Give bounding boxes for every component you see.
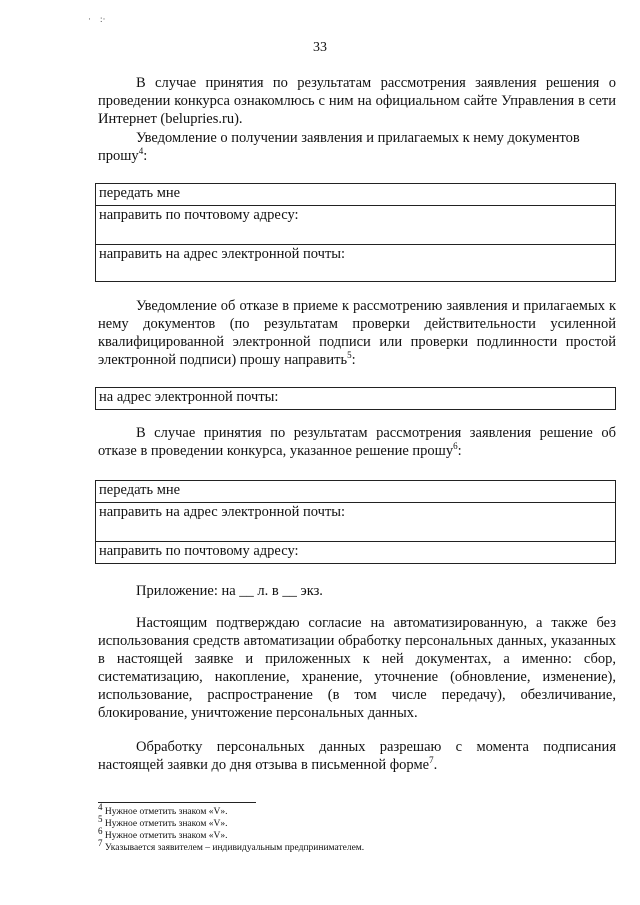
paragraph-website-notice: В случае принятия по результатам рассмотрения заявления решения о проведении конкурса ознакомлюсь с ним на официальном сайте Управления в сети Интернет (belupries.ru).: [98, 75, 616, 127]
paragraph-processing-permission: [98, 738, 616, 774]
footnote-ref-6: 6: [453, 441, 458, 452]
footnote-ref-7: 7: [429, 755, 434, 766]
paragraph-refusal-decision: [98, 424, 616, 460]
decision-option-email[interactable]: направить на адрес электронной почты:: [96, 503, 616, 542]
footnote-item: [98, 813, 518, 830]
paragraph-processing-permission-text: Обработку персональных данных разрешаю с момента подписания настоящей заявки до дня отзыва в письменной форме: [98, 739, 616, 773]
footnote-ref-4: 4: [138, 146, 144, 157]
attachment-line: Приложение: на __ л. в __ экз.: [136, 583, 323, 599]
paragraph-refusal-notice: [98, 297, 616, 369]
paragraph-refusal-decision-text: В случае принятия по результатам рассмотрения заявления решение об отказе в проведении конкурса, указанное решение прошу: [98, 425, 616, 459]
scan-specks: · :·: [88, 14, 106, 24]
receipt-option-email[interactable]: направить на адрес электронной почты:: [96, 245, 616, 282]
decision-option-postal[interactable]: направить по почтовому адресу:: [96, 542, 616, 564]
refusal-notice-options-table: [95, 387, 616, 410]
footnote-number: 7: [98, 837, 103, 848]
footnote-item: [98, 837, 518, 854]
footnote-text: Нужное отметить знаком «V».: [102, 831, 228, 841]
paragraph-receipt-notice-text: Уведомление о получении заявления и прилагаемых к нему документов прошу: [98, 130, 580, 164]
footnote-text: Нужное отметить знаком «V».: [102, 807, 228, 817]
paragraph-receipt-notice-colon: :: [143, 148, 148, 164]
paragraph-consent: Настоящим подтверждаю согласие на автоматизированную, а также без использования средств автоматизации обработку персональных данных, указанных в настоящей заявке и приложенных к ней документах, а именно: сбор, систематизацию, накопление, хранение, уточнение (обновление, изменение), использование, распространение (в том числе передачу), обезличивание, блокирование, уничтожение персональных данных.: [98, 615, 616, 721]
footnote-number: 6: [98, 825, 103, 836]
refusal-option-email[interactable]: на адрес электронной почты:: [96, 388, 616, 410]
footnote-text: Нужное отметить знаком «V».: [102, 819, 228, 829]
footnote-item: [98, 801, 518, 818]
receipt-option-hand-over[interactable]: передать мне: [96, 184, 616, 206]
decision-option-hand-over[interactable]: передать мне: [96, 481, 616, 503]
refusal-decision-options-table: [95, 480, 616, 564]
page-number: 33: [313, 40, 327, 55]
footnote-separator: [98, 802, 256, 803]
footnote-item: [98, 825, 518, 842]
receipt-option-postal[interactable]: направить по почтовому адресу:: [96, 206, 616, 245]
paragraph-refusal-notice-text: Уведомление об отказе в приеме к рассмотрению заявления и прилагаемых к нему документов (по результатам проверки действительности усиленной квалифицированной электронной подписи или проверки подлинности простой электронной подписи) прошу направить: [98, 298, 616, 368]
footnote-number: 5: [98, 813, 103, 824]
paragraph-processing-permission-period: .: [433, 757, 438, 773]
footnote-text: Указывается заявителем – индивидуальным предпринимателем.: [102, 843, 365, 853]
paragraph-receipt-notice: [98, 129, 616, 165]
receipt-notice-options-table: [95, 183, 616, 282]
footnotes: [98, 801, 518, 854]
paragraph-refusal-decision-colon: :: [457, 443, 462, 459]
paragraph-refusal-notice-colon: :: [351, 352, 356, 368]
footnote-number: 4: [98, 801, 103, 812]
footnote-ref-5: 5: [347, 350, 352, 361]
